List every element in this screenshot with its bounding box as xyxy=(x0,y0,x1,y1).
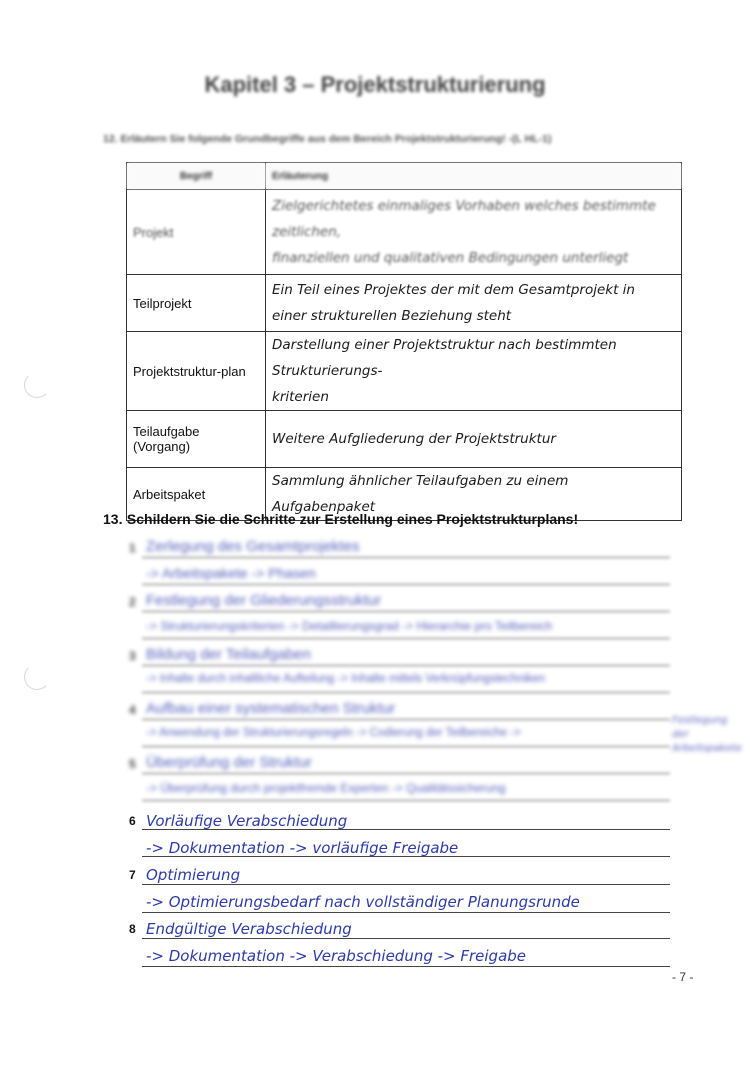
step-line: Zerlegung des Gesamtprojektes xyxy=(146,538,360,555)
explanation-line: Ein Teil eines Projektes der mit dem Gesamtprojekt in xyxy=(272,282,635,298)
answer-line xyxy=(142,557,670,558)
step-line: -> Dokumentation -> Verabschiedung -> Freigabe xyxy=(146,947,527,965)
answer-line xyxy=(142,800,670,801)
step-line: -> Anwendung der Strukturierungsregeln -> Codierung der Teilbereiche -> xyxy=(146,727,521,739)
answer-line xyxy=(142,719,670,720)
step-line: Optimierung xyxy=(146,866,241,884)
step-line: Überprüfung der Struktur xyxy=(146,754,312,771)
term-cell: Projektstruktur-plan xyxy=(127,332,266,411)
step-number: 6 xyxy=(129,814,136,828)
term-cell: Teilprojekt xyxy=(127,275,266,332)
glossary-table xyxy=(126,162,682,521)
table-row xyxy=(127,275,682,332)
step-line: -> Dokumentation -> vorläufige Freigabe xyxy=(146,839,459,857)
step-number: 4 xyxy=(129,703,136,717)
step-line: -> Arbeitspakete -> Phasen xyxy=(146,565,316,581)
question-13-number: 13. xyxy=(103,511,123,527)
answer-line xyxy=(142,746,670,747)
explanation-line: Zielgerichtetes einmaliges Vorhaben welches bestimmte zeitlichen, xyxy=(272,198,656,240)
answer-line xyxy=(142,966,670,967)
header-term: Begriff xyxy=(127,163,266,190)
punch-hole-mark xyxy=(24,664,50,690)
punch-hole-mark xyxy=(24,372,50,398)
answer-line xyxy=(142,773,670,774)
answer-line xyxy=(142,611,670,612)
step-line: Bildung der Teilaufgaben xyxy=(146,646,311,663)
header-explanation: Erläuterung xyxy=(266,163,682,190)
table-row xyxy=(127,411,682,468)
answer-line xyxy=(142,584,670,585)
question-12-note: -(L HL-1) xyxy=(508,133,552,145)
answer-line xyxy=(142,938,670,939)
step-line: -> Strukturierungskriterien -> Detaillierungsgrad -> Hierarchie pro Teilbereich xyxy=(146,619,553,633)
step-line: -> Überprüfung durch projektfremde Experten -> Qualitätssicherung xyxy=(146,781,506,795)
answer-line xyxy=(142,665,670,666)
page-number: - 7 - xyxy=(672,970,694,984)
step-line: Festlegung der Gliederungsstruktur xyxy=(146,592,382,609)
step-line: Aufbau einer systematischen Struktur xyxy=(146,700,396,717)
question-12 xyxy=(103,133,733,145)
question-12-text: Erläutern Sie folgende Grundbegriffe aus dem Bereich Projektstrukturierung! xyxy=(120,133,506,145)
explanation-cell xyxy=(266,411,682,468)
explanation-line: kriterien xyxy=(272,389,329,405)
step-line: -> Inhalte durch inhaltliche Aufteilung -> Inhalte mittels Verknüpfungstechniken xyxy=(146,673,545,685)
term-cell: Teilaufgabe (Vorgang) xyxy=(127,411,266,468)
answer-line xyxy=(142,912,670,913)
table-row xyxy=(127,332,682,411)
explanation-cell xyxy=(266,275,682,332)
explanation-line: Weitere Aufgliederung der Projektstruktur xyxy=(272,431,556,447)
step-number: 8 xyxy=(129,922,136,936)
answer-line xyxy=(142,692,670,693)
step-line: -> Optimierungsbedarf nach vollständiger Planungsrunde xyxy=(146,893,580,911)
explanation-line: einer strukturellen Beziehung steht xyxy=(272,308,512,324)
step-number: 3 xyxy=(129,649,136,663)
question-12-number: 12. xyxy=(103,133,118,145)
explanation-cell xyxy=(266,190,682,275)
table-row xyxy=(127,190,682,275)
step-number: 5 xyxy=(129,757,136,771)
step-number: 7 xyxy=(129,868,136,882)
step-number: 2 xyxy=(129,595,136,609)
explanation-line: Sammlung ähnlicher Teilaufgaben zu einem Aufgabenpaket xyxy=(272,473,569,515)
step-number: 1 xyxy=(129,541,136,555)
step-line: Endgültige Verabschiedung xyxy=(146,920,352,938)
explanation-line: finanziellen und qualitativen Bedingungen unterliegt xyxy=(272,250,629,266)
question-13 xyxy=(103,511,578,527)
answer-line xyxy=(142,884,670,885)
step-line: Vorläufige Verabschiedung xyxy=(146,812,348,830)
answer-line xyxy=(142,638,670,639)
term-cell: Arbeitspaket xyxy=(127,468,266,521)
explanation-line: Darstellung einer Projektstruktur nach bestimmten Strukturierungs- xyxy=(272,337,617,379)
question-13-text: Schildern Sie die Schritte zur Erstellung eines Projektstrukturplans! xyxy=(126,511,579,527)
explanation-cell xyxy=(266,332,682,411)
side-note: Festlegung der Arbeitspakete xyxy=(672,715,742,754)
chapter-title: Kapitel 3 – Projektstrukturierung xyxy=(204,72,546,97)
term-cell: Projekt xyxy=(127,190,266,275)
